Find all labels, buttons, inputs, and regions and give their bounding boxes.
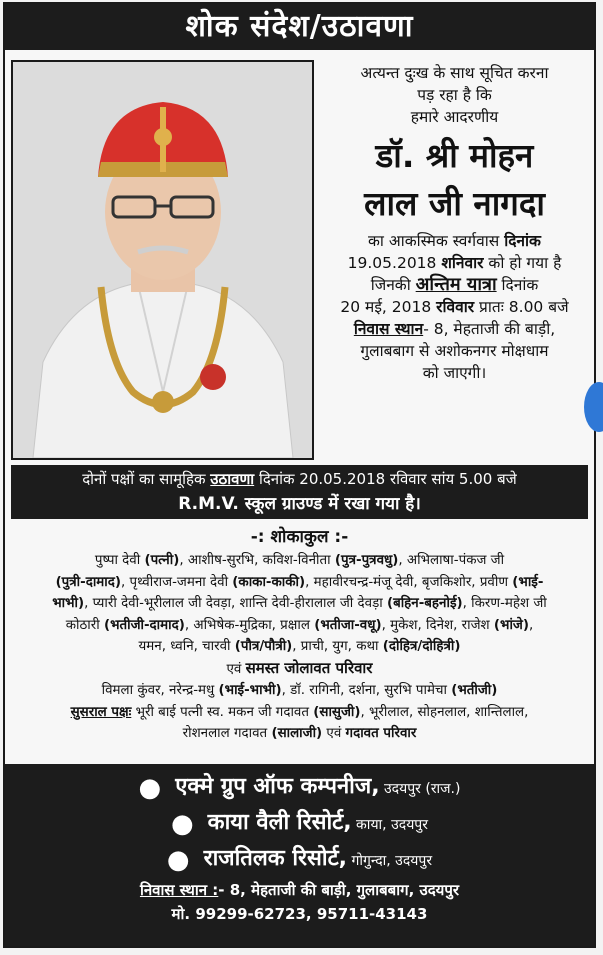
address-text: - 8, मेहताजी की बाड़ी, गुलाबबाग, उदयपुर — [218, 881, 460, 899]
in-laws-label: सुसराल पक्षः — [70, 704, 132, 720]
portrait-illustration — [13, 62, 312, 458]
relation: (काका-काकी) — [232, 574, 306, 590]
list-item — [9, 658, 590, 681]
notice-top-section — [5, 54, 594, 462]
business-line — [5, 806, 594, 842]
text: , अभिषेक-मुद्रिका, प्रक्षाल — [184, 617, 315, 633]
relation: (भांजे) — [493, 617, 529, 633]
bullet-icon: ● — [138, 773, 162, 803]
relation: (सालाजी) — [271, 726, 323, 741]
text: , प्यारी देवी-भूरीलाल जी देवड़ा, शान्ति देवी-हीरालाल जी देवड़ा — [84, 596, 387, 611]
relation: (पुत्री-दामाद) — [55, 574, 121, 590]
business-name: राजतिलक रिसोर्ट, — [203, 846, 348, 871]
text: , — [528, 617, 534, 633]
relation: (दोहित्र/दोहित्री) — [382, 639, 461, 654]
text: 19.05.2018 — [347, 254, 442, 272]
business-name: एक्मे ग्रुप ऑफ कम्पनीज, — [175, 774, 380, 799]
business-location: गोगुन्दा, उदयपुर — [347, 853, 433, 869]
text: को हो गया है — [483, 254, 562, 272]
text: , किरण-महेश जी — [462, 596, 547, 611]
relation: (भतीजा-वधू) — [314, 617, 382, 633]
text: दोनों पक्षों का सामूहिक — [82, 470, 211, 488]
text: , पृथ्वीराज-जमना देवी — [121, 574, 233, 590]
text: , डॉ. रागिनी, दर्शना, सुरभि पामेचा — [281, 683, 452, 698]
text: रोशनलाल गदावत — [182, 726, 272, 741]
list-item — [9, 550, 590, 572]
business-line — [5, 770, 594, 806]
residence-label: निवास स्थान — [353, 320, 424, 338]
deceased-name-line1: डॉ. श्री मोहन — [375, 136, 534, 175]
list-item — [9, 680, 590, 702]
text: , मुकेश, दिनेश, राजेश — [381, 617, 494, 633]
list-item — [9, 636, 590, 658]
list-item — [9, 572, 590, 594]
relation: (भाई-भाभी) — [218, 683, 282, 698]
address-label: निवास स्थान : — [139, 881, 219, 899]
relation: (भतीजी-दामाद) — [103, 617, 185, 633]
notice-line — [317, 274, 592, 296]
text: , भूरीलाल, सोहनलाल, शान्तिलाल, — [360, 704, 529, 720]
notice-line: हमारे आदरणीय — [410, 108, 499, 126]
relation: (पौत्र/पौत्री) — [234, 639, 293, 654]
uthavna-band — [11, 465, 588, 519]
portrait-photo — [11, 60, 314, 460]
text: दिनांक 20.05.2018 रविवार सांय 5.00 बजे — [254, 470, 517, 488]
text: दिनांक — [496, 276, 539, 294]
notice-line: पड़ रहा है कि — [417, 86, 492, 104]
footer-address — [5, 878, 594, 902]
relation: (भाई- — [512, 574, 544, 590]
relation: (भतीजी) — [451, 683, 498, 698]
relation: (सासुजी) — [313, 704, 361, 720]
business-line — [5, 842, 594, 878]
text-bold: दिनांक — [504, 232, 541, 250]
notice-line — [317, 252, 592, 274]
text: कोठारी — [65, 617, 104, 633]
band-line — [11, 467, 588, 492]
text: 20 मई, 2018 — [340, 298, 437, 316]
condolence-notice — [3, 2, 596, 948]
mourners-heading: -: शोकाकुल :- — [250, 527, 349, 547]
relation: भाभी) — [52, 596, 85, 611]
text: , प्राची, युग, कथा — [292, 639, 383, 654]
notice-line — [317, 296, 592, 318]
business-location: काया, उदयपुर — [351, 817, 428, 833]
text: , आशीष-सुरभि, कविश-विनीता — [179, 553, 335, 568]
notice-line — [317, 230, 592, 252]
text: पुष्पा देवी — [94, 553, 145, 568]
text: , अभिलाषा-पंकज जी — [398, 553, 505, 568]
band-line: R.M.V. स्कूल ग्राउण्ड में रखा गया है। — [178, 494, 421, 514]
text: विमला कुंवर, नरेन्द्र-मधु — [101, 683, 219, 698]
bullet-icon: ● — [166, 845, 190, 875]
business-name: काया वैली रिसोर्ट, — [207, 810, 352, 835]
relation: (पुत्र-पुत्रवधु) — [334, 553, 399, 568]
notice-text — [317, 62, 592, 384]
deceased-name — [317, 132, 592, 228]
text: जिनकी — [370, 276, 416, 294]
page-title: शोक संदेश/उठावणा — [5, 4, 594, 50]
notice-line — [317, 318, 592, 340]
family-name: समस्त जोलावत परिवार — [245, 658, 373, 677]
text: एवं — [226, 661, 246, 677]
deceased-name-line2: लाल जी नागदा — [364, 184, 545, 223]
text: - 8, मेहताजी की बाड़ी, — [423, 320, 556, 338]
list-item — [9, 615, 590, 637]
footer-phone: मो. 99299-62723, 95711-43143 — [171, 905, 428, 923]
family-name: गदावत परिवार — [345, 726, 417, 741]
business-location: उदयपुर (राज.) — [379, 781, 461, 797]
mourners-list — [9, 524, 590, 745]
footer-band — [5, 764, 594, 946]
list-item — [9, 593, 590, 615]
text: का आकस्मिक स्वर्गवास — [368, 232, 505, 250]
uthavna-label: उठावणा — [210, 470, 255, 488]
bullet-icon: ● — [170, 809, 194, 839]
text: एवं — [322, 726, 346, 741]
text-bold: शनिवार — [441, 254, 484, 272]
funeral-procession-label: अन्तिम यात्रा — [415, 274, 497, 295]
text: भूरी बाई पत्नी स्व. मकन जी गदावत — [131, 704, 314, 720]
relation: (बहिन-बहनोई) — [386, 596, 463, 611]
list-item — [9, 723, 590, 745]
text-bold: रविवार — [436, 298, 475, 316]
relation: (पत्नी) — [144, 553, 180, 568]
text: प्रातः 8.00 बजे — [474, 298, 569, 316]
notice-line: अत्यन्त दुःख के साथ सूचित करना — [360, 64, 549, 82]
notice-line: गुलाबबाग से अशोकनगर मोक्षधाम — [360, 342, 549, 360]
notice-line: को जाएगी। — [422, 364, 487, 382]
text: यमन, ध्वनि, चारवी — [138, 639, 235, 654]
list-item — [9, 702, 590, 724]
text: , महावीरचन्द्र-मंजू देवी, बृजकिशोर, प्रवीण — [305, 574, 513, 590]
